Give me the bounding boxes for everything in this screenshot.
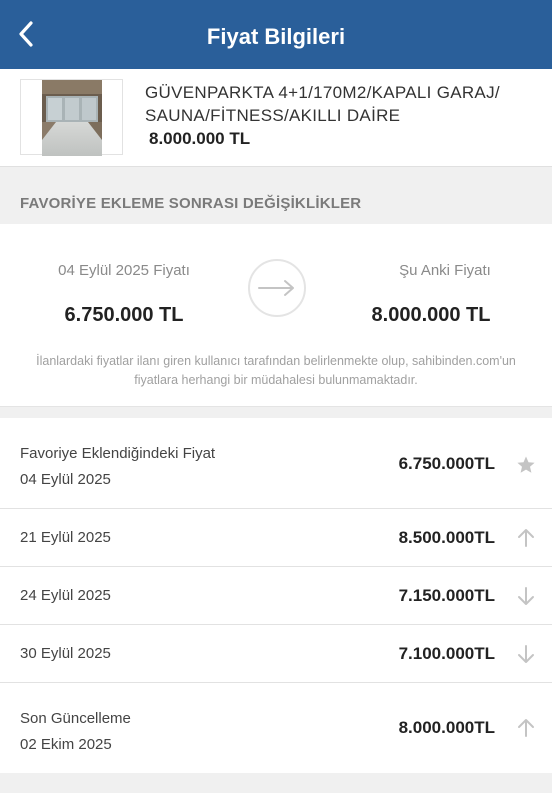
history-row-label: Favoriye Eklendiğindeki Fiyat	[20, 445, 216, 462]
history-row-price: 6.750.000TL	[398, 454, 495, 473]
price-history-list	[0, 418, 552, 773]
listing-title[interactable]: GÜVENPARKTA 4+1/170M2/KAPALI GARAJ/ SAUNA/FİTNESS/AKILLI DAİRE	[145, 83, 500, 125]
old-price-label: 04 Eylül 2025 Fiyatı	[58, 262, 190, 279]
old-price-value: 6.750.000 TL	[64, 304, 184, 326]
history-row-date: 02 Ekim 2025	[20, 736, 112, 753]
top-bar	[0, 0, 552, 69]
section-divider	[0, 406, 552, 418]
history-row-date: 24 Eylül 2025	[20, 587, 111, 604]
history-row-price: 8.500.000TL	[398, 528, 495, 547]
arrow-right-icon	[248, 259, 306, 317]
listing-summary[interactable]	[0, 69, 552, 166]
history-row-date: 30 Eylül 2025	[20, 645, 111, 662]
history-row	[0, 567, 552, 625]
arrow-down-icon	[516, 644, 536, 664]
listing-price: 8.000.000 TL	[149, 129, 251, 148]
bottom-background	[0, 773, 552, 793]
history-row-last-update	[0, 683, 552, 773]
arrow-up-icon	[516, 718, 536, 738]
page-title: Fiyat Bilgileri	[206, 24, 346, 49]
history-row	[0, 625, 552, 683]
price-comparison	[0, 224, 552, 406]
current-price-value: 8.000.000 TL	[371, 304, 491, 326]
star-icon	[516, 455, 536, 475]
history-row	[0, 509, 552, 567]
history-row-price: 8.000.000TL	[398, 718, 495, 737]
price-disclaimer: İlanlardaki fiyatlar ilanı giren kullanıcı tarafından belirlenmekte olup, sahibinden.com'un fiyatlara herhangi bir müdahalesi bulunmamaktadır.	[36, 354, 516, 387]
history-row-price: 7.100.000TL	[398, 644, 495, 663]
arrow-down-icon	[516, 586, 536, 606]
history-row-date: 04 Eylül 2025	[20, 471, 111, 488]
section-title: FAVORİYE EKLEME SONRASI DEĞİŞİKLİKLER	[20, 195, 362, 212]
arrow-up-icon	[516, 528, 536, 548]
history-row-price: 7.150.000TL	[398, 586, 495, 605]
section-header	[0, 166, 552, 224]
current-price-label: Şu Anki Fiyatı	[399, 262, 491, 279]
listing-thumbnail[interactable]	[20, 79, 123, 155]
history-row-date: 21 Eylül 2025	[20, 529, 111, 546]
history-row-label: Son Güncelleme	[20, 710, 131, 727]
history-row-favorite	[0, 418, 552, 509]
listing-photo	[42, 80, 102, 156]
